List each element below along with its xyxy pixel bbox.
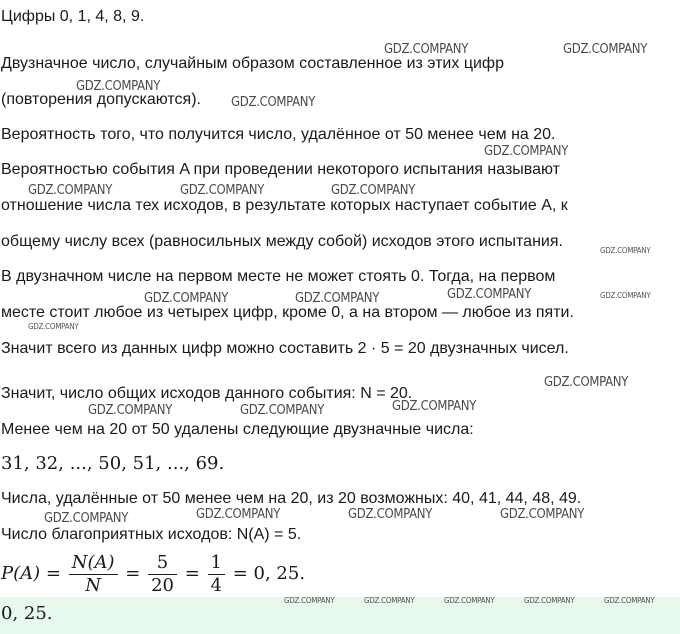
solution-line-5: Менее чем на 20 от 50 удалены следующие двузначные числа:: [1, 421, 474, 438]
watermark: GDZ.COMPANY: [180, 183, 265, 198]
watermark: GDZ.COMPANY: [500, 507, 585, 522]
watermark: GDZ.COMPANY: [563, 42, 648, 57]
watermark: GDZ.COMPANY: [284, 596, 335, 605]
watermark: GDZ.COMPANY: [76, 79, 161, 94]
watermark: GDZ.COMPANY: [600, 246, 651, 255]
fraction-3-numerator: 1: [208, 552, 225, 575]
number-range: 31, 32, ..., 50, 51, ..., 69.: [1, 453, 225, 474]
formula-lhs: P(A) =: [1, 563, 61, 584]
watermark: GDZ.COMPANY: [544, 375, 629, 390]
watermark: GDZ.COMPANY: [384, 42, 469, 57]
watermark: GDZ.COMPANY: [88, 403, 173, 418]
watermark: GDZ.COMPANY: [196, 507, 281, 522]
fraction-2-numerator: 5: [148, 552, 177, 575]
watermark: GDZ.COMPANY: [392, 399, 477, 414]
fraction-3-denominator: 4: [210, 574, 222, 596]
watermark: GDZ.COMPANY: [231, 95, 316, 110]
task-line-2: (повторения допускаются).: [1, 91, 201, 108]
fraction-1-denominator: N: [85, 574, 101, 596]
solution-line-4: Значит, число общих исходов данного события: N = 20.: [1, 385, 413, 402]
formula-equals-2: =: [184, 563, 200, 584]
definition-line-3: общему числу всех (равносильных между собой) исходов этого испытания.: [1, 233, 563, 250]
solution-line-6: Числа, удалённые от 50 менее чем на 20, из 20 возможных: 40, 41, 44, 48, 49.: [1, 490, 582, 507]
definition-line-2: отношение числа тех исходов, в результате которых наступает событие A, к: [1, 197, 568, 214]
answer-value: 0, 25.: [1, 603, 53, 624]
watermark: GDZ.COMPANY: [484, 144, 569, 159]
formula-result: = 0, 25.: [232, 563, 306, 584]
probability-formula: [1, 551, 305, 597]
watermark: GDZ.COMPANY: [348, 507, 433, 522]
watermark: GDZ.COMPANY: [144, 291, 229, 306]
watermark: GDZ.COMPANY: [600, 291, 651, 300]
watermark: GDZ.COMPANY: [240, 403, 325, 418]
watermark: GDZ.COMPANY: [331, 183, 416, 198]
fraction-1-over-4: [208, 552, 225, 597]
solution-line-2: месте стоит любое из четырех цифр, кроме 0, а на втором — любое из пяти.: [1, 304, 574, 321]
definition-line-1: Вероятностью события A при проведении некоторого испытания называют: [1, 161, 560, 178]
fraction-2-denominator: 20: [151, 574, 174, 596]
fraction-na-over-n: [69, 552, 118, 597]
solution-line-1: В двузначном числе на первом месте не может стоять 0. Тогда, на первом: [1, 268, 556, 285]
answer-highlight: [0, 597, 680, 634]
formula-equals-1: =: [125, 563, 141, 584]
digits-line: Цифры 0, 1, 4, 8, 9.: [1, 8, 145, 25]
watermark: GDZ.COMPANY: [444, 596, 495, 605]
watermark: GDZ.COMPANY: [524, 596, 575, 605]
watermark: GDZ.COMPANY: [28, 183, 113, 198]
watermark: GDZ.COMPANY: [604, 596, 655, 605]
watermark: GDZ.COMPANY: [295, 291, 380, 306]
watermark: GDZ.COMPANY: [44, 511, 129, 526]
watermark: GDZ.COMPANY: [28, 322, 79, 331]
watermark: GDZ.COMPANY: [447, 287, 532, 302]
fraction-1-numerator: N(A): [69, 552, 118, 575]
question-line: Вероятность того, что получится число, удалённое от 50 менее чем на 20.: [1, 126, 556, 143]
watermark: GDZ.COMPANY: [364, 596, 415, 605]
task-line-1: Двузначное число, случайным образом составленное из этих цифр: [1, 55, 504, 72]
solution-line-7: Число благоприятных исходов: N(A) = 5.: [1, 526, 302, 543]
solution-line-3: Значит всего из данных цифр можно составить 2 · 5 = 20 двузначных чисел.: [1, 340, 569, 357]
fraction-5-over-20: [148, 552, 177, 597]
